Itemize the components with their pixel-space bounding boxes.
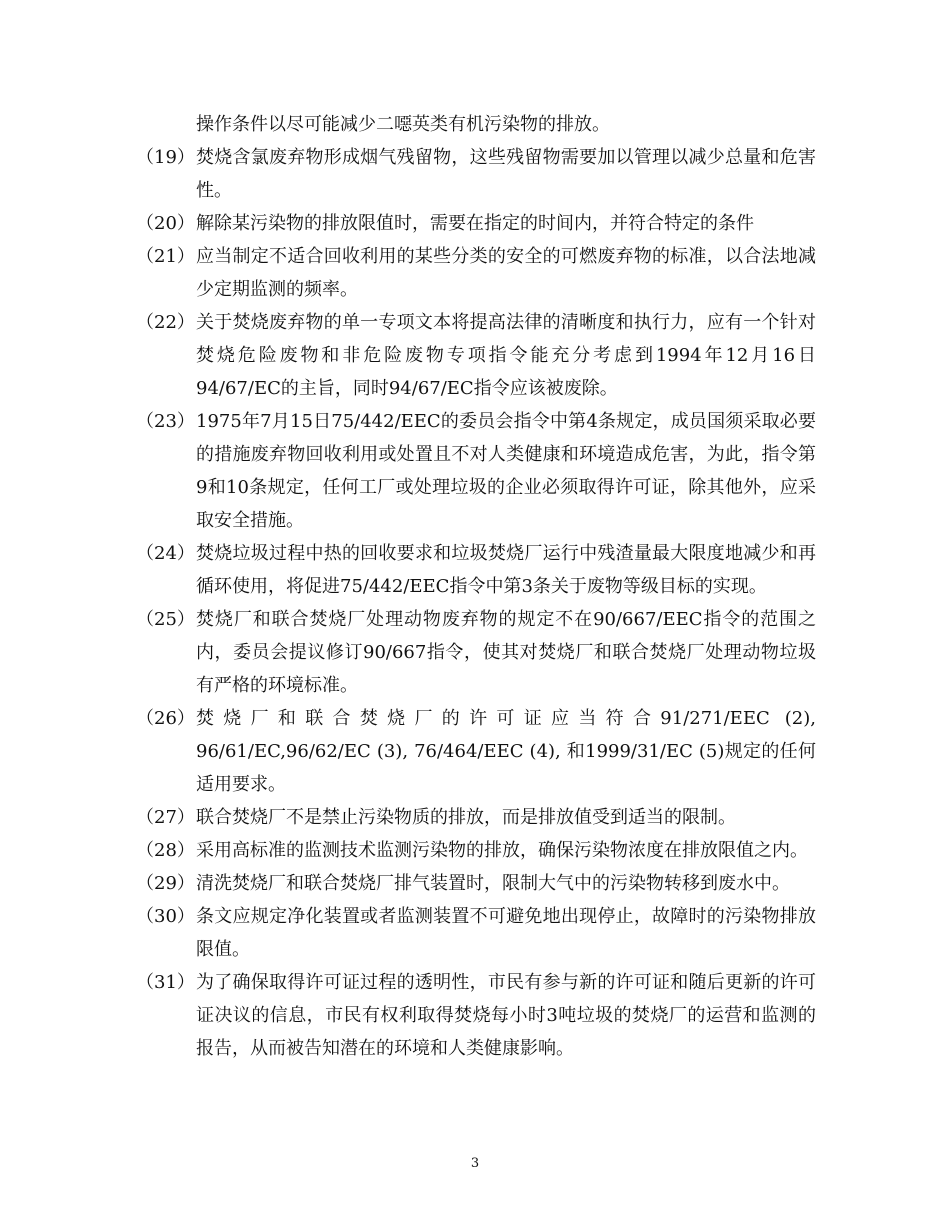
item-text: 焚烧垃圾过程中热的回收要求和垃圾焚烧厂运行中残渣量最大限度地减少和再循环使用，将促进75/442/EEC指令中第3条关于废物等级目标的实现。 bbox=[196, 543, 816, 597]
item-text: 解除某污染物的排放限值时，需要在指定的时间内，并符合特定的条件 bbox=[196, 213, 754, 234]
item-number: （21） bbox=[136, 246, 195, 267]
item-number: （26） bbox=[136, 708, 195, 729]
item-number: （23） bbox=[136, 411, 195, 432]
item-number: （30） bbox=[136, 906, 195, 927]
list-item bbox=[136, 966, 816, 1065]
item-number: （28） bbox=[136, 840, 195, 861]
item-text: 联合焚烧厂不是禁止污染物质的排放，而是排放值受到适当的限制。 bbox=[196, 807, 736, 828]
item-number: （24） bbox=[136, 543, 195, 564]
item-text: 为了确保取得许可证过程的透明性，市民有参与新的许可证和随后更新的许可证决议的信息，市民有权利取得焚烧每小时3吨垃圾的焚烧厂的运营和监测的报告，从而被告知潜在的环境和人类健康影响。 bbox=[196, 972, 816, 1059]
item-text: 应当制定不适合回收利用的某些分类的安全的可燃废弃物的标准，以合法地减少定期监测的频率。 bbox=[196, 246, 816, 300]
list-item bbox=[136, 405, 816, 537]
item-number: （22） bbox=[136, 312, 195, 333]
list-item bbox=[136, 207, 816, 240]
list-item bbox=[136, 801, 816, 834]
list-item bbox=[136, 141, 816, 207]
item-text: 采用高标准的监测技术监测污染物的排放，确保污染物浓度在排放限值之内。 bbox=[196, 840, 808, 861]
item-text: 焚烧厂和联合焚烧厂处理动物废弃物的规定不在90/667/EEC指令的范围之内，委员会提议修订90/667指令，使其对焚烧厂和联合焚烧厂处理动物垃圾有严格的环境标准。 bbox=[196, 609, 816, 696]
list-item bbox=[136, 240, 816, 306]
item-text: 焚烧含氯废弃物形成烟气残留物，这些残留物需要加以管理以减少总量和危害性。 bbox=[196, 147, 816, 201]
list-item bbox=[136, 537, 816, 603]
item-number: （27） bbox=[136, 807, 195, 828]
list-item bbox=[136, 867, 816, 900]
item-number: （20） bbox=[136, 213, 195, 234]
page-number: 3 bbox=[470, 1156, 480, 1171]
list-item bbox=[136, 900, 816, 966]
item-text: 关于焚烧废弃物的单一专项文本将提高法律的清晰度和执行力，应有一个针对焚烧危险废物和非危险废物专项指令能充分考虑到1994年12月16日94/67/EC的主旨，同时94/67/EC指令应该被废除。 bbox=[196, 312, 816, 399]
item-number: （31） bbox=[136, 972, 195, 993]
list-item bbox=[136, 702, 816, 801]
document-body bbox=[136, 108, 816, 1065]
continued-paragraph: 操作条件以尽可能减少二噁英类有机污染物的排放。 bbox=[196, 114, 610, 135]
list-item bbox=[136, 306, 816, 405]
item-text: 条文应规定净化装置或者监测装置不可避免地出现停止，故障时的污染物排放限值。 bbox=[196, 906, 816, 960]
item-text: 1975年7月15日75/442/EEC的委员会指令中第4条规定，成员国须采取必要的措施废弃物回收利用或处置且不对人类健康和环境造成危害，为此，指令第9和10条规定，任何工厂或处理垃圾的企业必须取得许可证，除其他外，应采取安全措施。 bbox=[196, 411, 816, 531]
item-number: （25） bbox=[136, 609, 195, 630]
item-text: 焚烧厂和联合焚烧厂的许可证应当符合91/271/EEC (2), 96/61/EC,96/62/EC (3), 76/464/EEC (4), 和1999/31/EC (5)规定的任何适用要求。 bbox=[196, 708, 816, 795]
item-number: （19） bbox=[136, 147, 195, 168]
list-item bbox=[136, 834, 816, 867]
list-item bbox=[136, 603, 816, 702]
item-text: 清洗焚烧厂和联合焚烧厂排气装置时，限制大气中的污染物转移到废水中。 bbox=[196, 873, 790, 894]
item-number: （29） bbox=[136, 873, 195, 894]
